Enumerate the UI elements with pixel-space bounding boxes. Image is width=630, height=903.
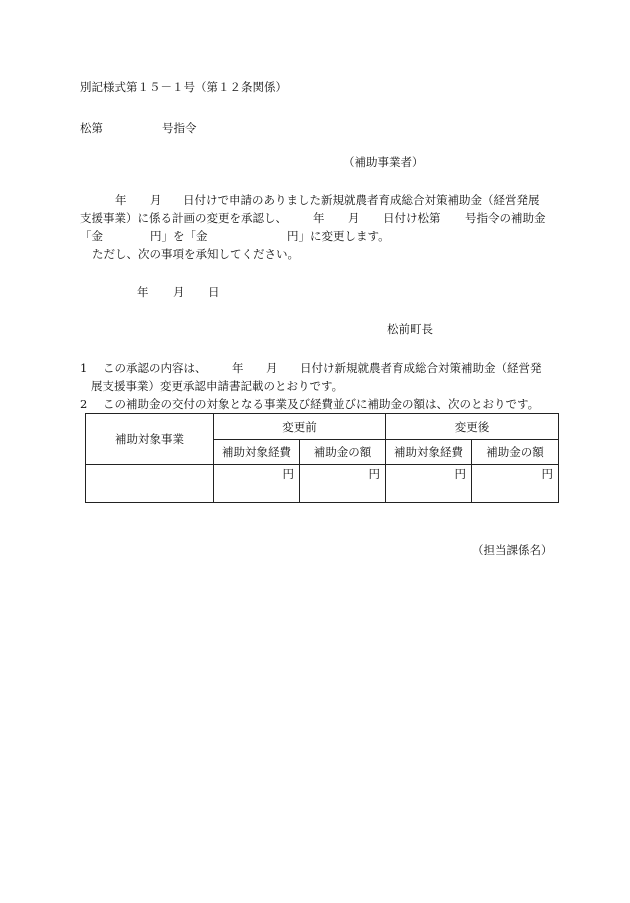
date-month: 月 xyxy=(173,285,185,299)
body-l3-b: 円」を「金 xyxy=(150,229,208,243)
header-before-amount: 補助金の額 xyxy=(300,440,386,465)
item-1-text-c: 展支援事業）変更承認申請書記載のとおりです。 xyxy=(91,379,344,393)
body-l4: ただし、次の事項を承知してください。 xyxy=(92,247,299,261)
form-header: 別記様式第１５－１号（第１２条関係） xyxy=(80,80,287,94)
cell-after-cost: 円 xyxy=(386,465,472,503)
header-after-cost: 補助対象経費 xyxy=(386,440,472,465)
cell-after-amount: 円 xyxy=(472,465,559,503)
body-l1-month: 月 xyxy=(150,193,162,207)
table-row xyxy=(86,465,559,503)
body-l3-c: 円」に変更します。 xyxy=(287,229,390,243)
subsidy-table xyxy=(85,413,559,503)
body-l2-start: 支援事業）に係る計画の変更を承認し、 xyxy=(80,211,287,225)
table-header-row xyxy=(86,414,559,440)
body-l2-year: 年 xyxy=(313,211,325,225)
header-before-cost: 補助対象経費 xyxy=(214,440,300,465)
header-project: 補助対象事業 xyxy=(86,414,214,465)
signer: 松前町長 xyxy=(387,322,433,336)
header-before: 変更前 xyxy=(214,414,386,440)
cell-before-amount: 円 xyxy=(300,465,386,503)
ref-prefix: 松第 xyxy=(80,121,103,135)
body-l2-month: 月 xyxy=(348,211,360,225)
header-after: 変更後 xyxy=(386,414,559,440)
body-l2-mid: 日付け松第 xyxy=(383,211,441,225)
item-2-number: 2 xyxy=(80,397,88,411)
body-l1-year: 年 xyxy=(115,193,127,207)
body-l1-text: 日付けで申請のありました新規就農者育成総合対策補助金（経営発展 xyxy=(183,193,540,207)
date-year: 年 xyxy=(137,285,149,299)
body-l3-a: 「金 xyxy=(80,229,103,243)
body-l2-end: 号指令の補助金 xyxy=(465,211,546,225)
footer-department: （担当課係名） xyxy=(472,543,553,557)
cell-project xyxy=(86,465,214,503)
item-2-text: この補助金の交付の対象となる事業及び経費並びに補助金の額は、次のとおりです。 xyxy=(103,397,540,411)
date-day: 日 xyxy=(208,285,220,299)
ref-suffix: 号指令 xyxy=(162,121,197,135)
header-after-amount: 補助金の額 xyxy=(472,440,559,465)
item-1-number: 1 xyxy=(80,361,88,375)
cell-before-cost: 円 xyxy=(214,465,300,503)
item-1-text-b: 日付け新規就農者育成総合対策補助金（経営発 xyxy=(300,361,542,375)
item-1-year: 年 xyxy=(232,361,244,375)
item-1-text-a: この承認の内容は、 xyxy=(103,361,207,375)
recipient-label: （補助事業者） xyxy=(343,155,424,169)
item-1-month: 月 xyxy=(266,361,278,375)
